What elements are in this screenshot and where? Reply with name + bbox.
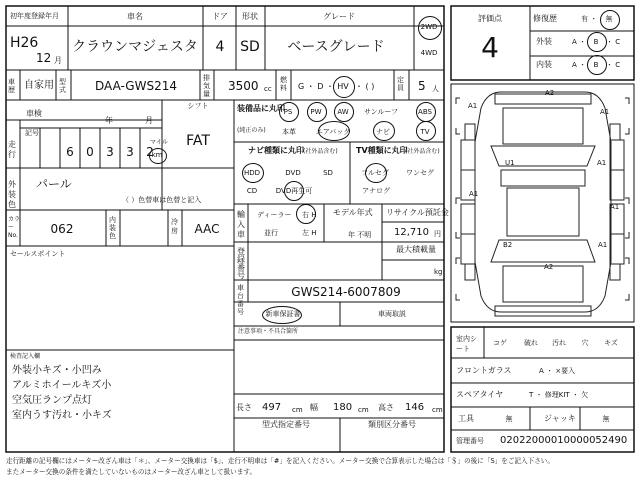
color-code-value: 062 — [50, 222, 74, 236]
door-label: ドア — [212, 12, 228, 21]
month-unit: 月 — [54, 56, 62, 65]
footer-note-2: またメーター交換の条件を満たしていないものはメーター改ざん車として扱います。 — [6, 468, 257, 476]
equip-pw: PW — [310, 108, 322, 116]
exterior-label: 外装 — [536, 37, 552, 46]
odo-digit-2: 0 — [86, 145, 94, 159]
repair-yes: 有 ・ — [581, 15, 598, 23]
inspector-note-2: アルミホイールキズ小 — [12, 380, 112, 391]
odo-digit-4: 3 — [126, 145, 134, 159]
damage-mark-5: A1 — [597, 159, 607, 167]
glass-value: A ・ ×要入 — [539, 367, 576, 375]
length-unit: cm — [292, 406, 303, 414]
shift-value: FAT — [186, 133, 210, 149]
fuel-label: 燃料 — [280, 76, 287, 92]
mile-label: マイル — [150, 139, 168, 146]
equip-abs: ABS — [418, 108, 432, 116]
damage-mark-2: A1 — [468, 102, 478, 110]
inspector-note-1: 外装小キズ・小凹み — [12, 365, 102, 376]
chassis-number: GWS214-6007809 — [291, 285, 401, 299]
car-damage-diagram — [451, 84, 634, 322]
score-label: 評価点 — [478, 14, 502, 23]
recycle-value: 12,710 — [394, 227, 429, 238]
damage-mark-7: A1 — [610, 203, 620, 211]
km-label: km — [151, 151, 163, 159]
notes-label: 注意事項・不具合箇所 — [238, 328, 299, 335]
displacement-label: 排気量 — [203, 74, 210, 98]
equip-airbag: エアバック — [315, 128, 351, 136]
equipment-label: 装備品に丸印 — [237, 104, 285, 113]
tv-oneseg: ワンセグ — [406, 169, 434, 177]
vehicle-history-label: 車歴 — [8, 78, 15, 94]
fuel-other: ・ ( ) — [355, 82, 375, 91]
interior-a: A ・ — [572, 61, 587, 69]
year-era: H26 — [10, 35, 39, 51]
exterior-c: ・ C — [606, 38, 621, 46]
cc-unit: cc — [264, 85, 272, 93]
capacity-unit: 人 — [432, 85, 439, 93]
right-hand: 右 H — [302, 211, 317, 219]
seat-hole: 穴 — [581, 339, 589, 347]
damage-mark-3: A1 — [600, 108, 610, 116]
length-label: 長さ — [236, 403, 252, 412]
damage-mark-4: U1 — [505, 159, 515, 167]
mgmt-label: 管理番号 — [456, 437, 484, 445]
equipment-sub: (純正のみ) — [237, 127, 266, 134]
tools-label: 工具 — [458, 414, 474, 423]
model-code: DAA-GWS214 — [95, 79, 177, 93]
model-label: 型式 — [59, 78, 66, 94]
registration-label: 登録番号 — [237, 247, 245, 280]
tv-type-label: TV種類に丸印 — [356, 146, 408, 155]
damage-mark-8: B2 — [503, 241, 513, 249]
equip-sunroof: サンルーフ — [363, 108, 399, 116]
recycle-label: リサイクル預託金 — [386, 208, 449, 217]
nav-dvd-play: DVD再生可 — [275, 187, 313, 195]
width-unit: cm — [358, 406, 369, 414]
inspector-label: 検査記入欄 — [10, 353, 41, 360]
class-number-label: 類別区分番号 — [368, 420, 416, 429]
repair-label: 修復歴 — [533, 14, 557, 23]
capacity-value: 5 — [418, 79, 426, 93]
jack-label: ジャッキ — [544, 414, 576, 423]
footer-note-1: 走行距離の記号欄にはメーター改ざん車は「＊」、メーター交換車は「$」、走行不明車は「#」を記入ください。メーター交換で合算表示した場合は「＄」の後に「S」をご記入下さい。 — [6, 457, 554, 465]
interior-label: 内装 — [536, 60, 552, 69]
seat-scratch: キズ — [604, 339, 618, 347]
equip-ps: PS — [283, 108, 293, 116]
mgmt-number: 02022000010000052490 — [500, 435, 628, 446]
displacement-value: 3500 — [228, 79, 259, 93]
driving-label: 走行 — [8, 140, 16, 159]
tv-analog: アナログ — [362, 187, 390, 195]
warranty-doc: 新車保証書 — [265, 310, 301, 318]
inspection-label: 車検 — [26, 109, 42, 118]
capacity-label: 定員 — [397, 76, 404, 92]
inspector-note-3: 空気圧ランプ点灯 — [12, 395, 92, 406]
door-count: 4 — [215, 39, 225, 55]
ac-value: AAC — [194, 222, 220, 236]
damage-mark-10: A2 — [544, 263, 554, 271]
ac-label: 冷房 — [171, 218, 178, 235]
damage-mark-9: A1 — [598, 241, 608, 249]
nav-dvd: DVD — [285, 169, 301, 177]
color-change-note: （ ）色替車は色替と記入 — [122, 196, 202, 204]
equip-navi: ナビ — [376, 128, 390, 136]
glass-label: フロントガラス — [456, 366, 512, 375]
body-shape: SD — [240, 39, 260, 55]
seat-label: 室内シート — [456, 335, 477, 353]
shape-label: 形状 — [242, 12, 258, 21]
fuel-options: G ・ D ・ — [298, 82, 334, 91]
nav-cd: CD — [246, 187, 258, 195]
exterior-b: B — [593, 38, 599, 46]
jack-value: 無 — [602, 415, 610, 423]
kg-unit: kg — [434, 268, 443, 276]
seat-burn: コゲ — [493, 339, 507, 347]
manual-doc: 車両取説 — [378, 310, 406, 318]
tv-fullseg: フルセグ — [361, 169, 389, 177]
car-name-label: 車名 — [127, 12, 143, 21]
grade-label: グレード — [323, 12, 355, 21]
selling-points-label: セールスポイント — [10, 250, 66, 258]
equip-tv: TV — [420, 128, 430, 136]
left-hand: 左 H — [302, 229, 317, 237]
max-load-label: 最大積載量 — [396, 245, 436, 254]
interior-c: ・ C — [606, 61, 621, 69]
interior-color-label: 内装色 — [109, 216, 116, 240]
shift-label: シフト — [187, 102, 209, 110]
nav-sd: SD — [323, 169, 333, 177]
interior-b: B — [593, 61, 599, 69]
equip-leather: 本革 — [282, 128, 296, 136]
model-year-label: モデル年式 — [333, 208, 373, 217]
nav-hdd: HDD — [243, 169, 261, 177]
inspection-year: 年 — [105, 116, 113, 125]
chassis-label: 車台番号 — [237, 284, 244, 316]
digit-label: 記号 — [25, 129, 39, 137]
reg-month: 12 — [36, 51, 52, 65]
damage-mark-1: A2 — [545, 89, 555, 97]
grade-value: ベースグレード — [287, 39, 385, 55]
width-value: 180 — [333, 402, 353, 413]
import-label: 輸入車 — [237, 210, 245, 239]
score-value: 4 — [481, 31, 499, 64]
height-unit: cm — [432, 406, 443, 414]
drive-2wd: 2WD — [420, 23, 438, 31]
odo-digit-1: 6 — [66, 145, 74, 159]
exterior-color-label: 外装色 — [8, 180, 16, 209]
tv-type-sub: (社外品含む) — [405, 148, 440, 155]
nav-type-sub: (社外品含む) — [303, 148, 338, 155]
inspection-month: 月 — [145, 116, 153, 125]
import-parallel: 並行 — [264, 229, 278, 237]
repair-no: 無 — [605, 15, 613, 23]
car-name: クラウンマジェスタ — [72, 39, 198, 55]
height-label: 高さ — [378, 403, 394, 412]
odo-digit-3: 3 — [106, 145, 114, 159]
length-value: 497 — [262, 402, 282, 413]
inspector-note-4: 室内うす汚れ・小キズ — [12, 410, 112, 421]
drive-4wd: 4WD — [420, 49, 438, 57]
type-designation-label: 型式指定番号 — [262, 420, 310, 429]
tools-value: 無 — [505, 415, 513, 423]
yen-unit: 円 — [434, 230, 441, 238]
odo-digit-5: 2 — [146, 145, 154, 159]
seat-stain: 汚れ — [552, 339, 566, 347]
reg-year-label: 初年度登録年月 — [10, 12, 59, 20]
width-label: 幅 — [310, 403, 318, 412]
exterior-color-value: パール — [36, 177, 72, 191]
seat-tear: 破れ — [524, 339, 538, 347]
usage-value: 自家用 — [24, 80, 54, 91]
exterior-a: A ・ — [572, 38, 587, 46]
damage-mark-6: A1 — [469, 190, 479, 198]
fuel-hv: HV — [337, 82, 349, 91]
height-value: 146 — [405, 402, 425, 413]
equip-aw: AW — [337, 108, 349, 116]
color-code-label: カラーNo. — [8, 216, 21, 239]
spare-label: スペアタイヤ — [456, 390, 504, 399]
import-dealer: ディーラー — [257, 211, 292, 219]
spare-value: T ・ 修理KIT ・ 欠 — [529, 391, 589, 399]
nav-type-label: ナビ種類に丸印 — [248, 146, 304, 155]
model-year-value: 年 不明 — [348, 231, 372, 239]
